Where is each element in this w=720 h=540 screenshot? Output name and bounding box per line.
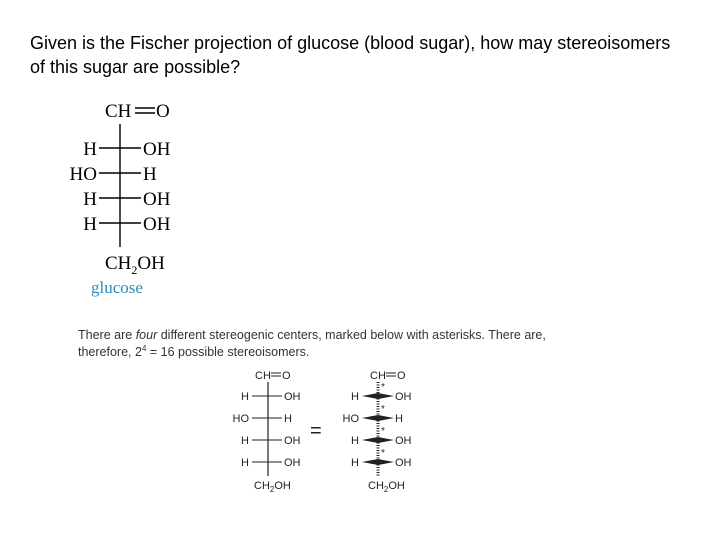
svg-text:H: H (351, 435, 359, 447)
svg-text:OH: OH (395, 435, 412, 447)
answer-text: There are four different stereogenic centers, marked below with asterisks. There are, therefore, $2^4 = 16$ possible stereoisomers. (78, 328, 546, 359)
svg-text:*: * (381, 382, 385, 393)
row2-right-label: H (143, 164, 157, 185)
svg-text:HO: HO (232, 413, 249, 425)
glucose-caption: glucose (91, 278, 143, 297)
row1-left-label: H (83, 139, 97, 160)
svg-text:CH2OH: $CH_2OH$ (368, 480, 405, 494)
svg-text:OH: OH (284, 435, 301, 447)
svg-text:OH: OH (395, 457, 412, 469)
svg-text:CH: CH (255, 370, 271, 382)
svg-text:*: * (381, 404, 385, 415)
svg-text:H: H (241, 435, 249, 447)
svg-text:CH: CH (370, 370, 386, 382)
row4-left-label: H (83, 214, 97, 235)
row4-right-label: OH (143, 214, 171, 235)
svg-text:O: O (282, 370, 291, 382)
svg-text:*: * (381, 448, 385, 459)
svg-text:CH2OH: $CH_2OH$ (254, 480, 291, 494)
svg-text:H: H (284, 413, 292, 425)
row3-left-label: H (83, 189, 97, 210)
question-text: Given is the Fischer projection of glucose (blood sugar), how may stereoisomers of this sugar are possible? (30, 33, 671, 77)
svg-text:H: H (395, 413, 403, 425)
answer-image (78, 322, 568, 500)
bottom-ch2oh-label: $CH_2OH$ (105, 253, 165, 277)
row2-left-label: HO (69, 164, 97, 185)
svg-text:O: O (397, 370, 406, 382)
svg-text:H: H (351, 457, 359, 469)
svg-text:OH: OH (395, 391, 412, 403)
equals-sign: = (310, 420, 322, 442)
svg-text:*: * (381, 426, 385, 437)
svg-text:H: H (241, 391, 249, 403)
top-ch-label: CH (105, 101, 132, 122)
row3-right-label: OH (143, 189, 171, 210)
svg-text:H: H (241, 457, 249, 469)
svg-text:OH: OH (284, 457, 301, 469)
small-fischer-projection (228, 366, 308, 496)
svg-text:OH: OH (284, 391, 301, 403)
svg-text:H: H (351, 391, 359, 403)
row1-right-label: OH (143, 139, 171, 160)
glucose-fischer-projection (55, 96, 195, 306)
svg-text:HO: HO (342, 413, 359, 425)
wedge-dash-projection (340, 366, 430, 496)
top-o-label: O (156, 101, 170, 122)
